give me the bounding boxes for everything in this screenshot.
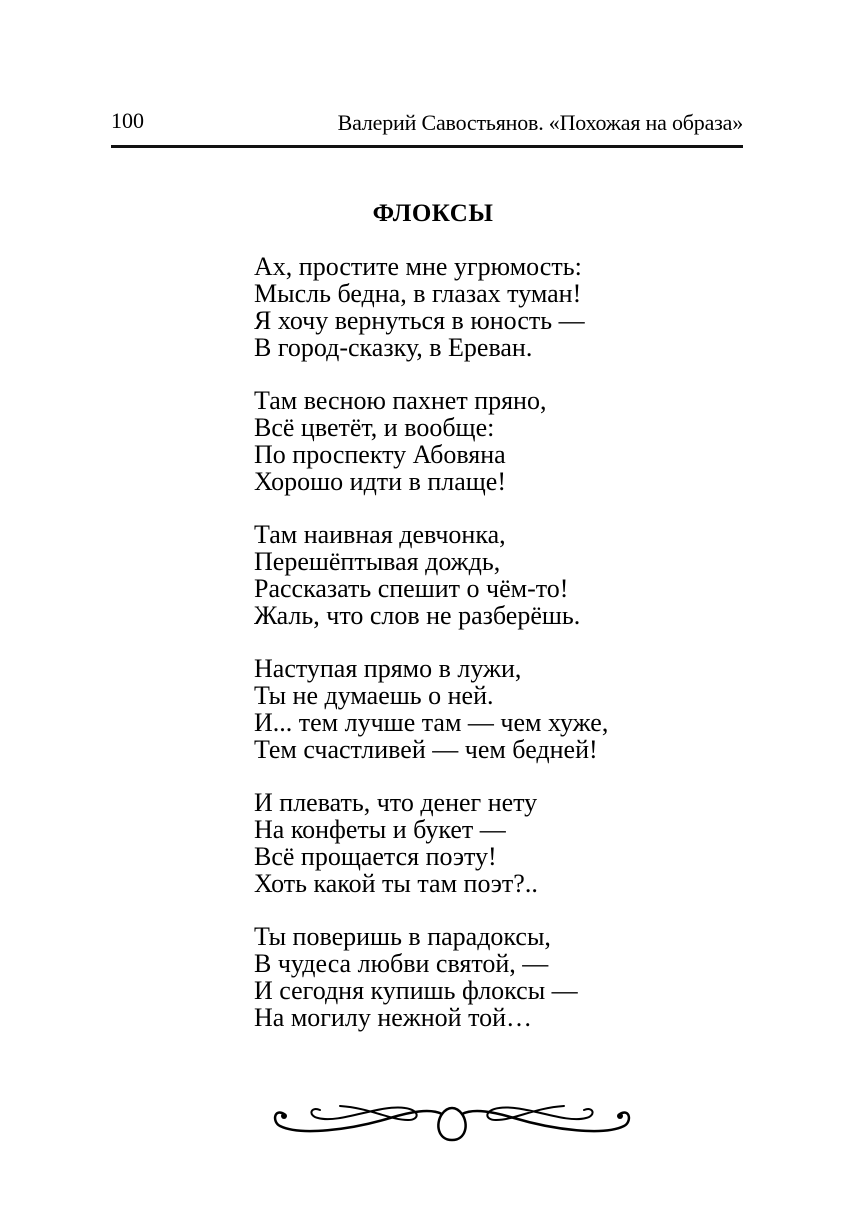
poem-line: На конфеты и букет —	[254, 815, 506, 844]
header-rule	[111, 145, 743, 148]
poem-title: ФЛОКСЫ	[372, 200, 494, 227]
poem-line: В город-сказку, в Ереван.	[254, 333, 533, 362]
poem-line: И плевать, что денег нету	[254, 788, 538, 817]
poem-line: В чудеса любви святой, —	[254, 949, 549, 978]
page-header	[111, 107, 743, 137]
poem-line: Там весною пахнет пряно,	[254, 386, 547, 415]
stanza	[254, 387, 608, 495]
poem-line: Я хочу вернуться в юность —	[254, 306, 585, 335]
poem-line: И... тем лучше там — чем хуже,	[254, 708, 609, 737]
running-title: Валерий Савостьянов. «Похожая на образа»	[337, 110, 743, 135]
poem-line: И сегодня купишь флоксы —	[254, 976, 578, 1005]
poem-line: Тем счастливей — чем бедней!	[254, 735, 598, 764]
poem-line: Ах, простите мне угрюмость:	[254, 252, 582, 281]
poem-line: Всё цветёт, и вообще:	[254, 413, 495, 442]
stanza	[254, 253, 608, 361]
poem-line: Рассказать спешит о чём-то!	[254, 574, 569, 603]
poem-line: Хоть какой ты там поэт?..	[254, 869, 538, 898]
stanza	[254, 923, 608, 1031]
poem-line: Мысль бедна, в глазах туман!	[254, 279, 582, 308]
poem-body	[254, 253, 608, 1057]
poem-line: Перешёптывая дождь,	[254, 547, 501, 576]
page-number: 100	[111, 108, 144, 133]
poem-line: Ты поверишь в парадоксы,	[254, 922, 551, 951]
poem-line: Хорошо идти в плаще!	[254, 467, 507, 496]
poem-line: Там наивная девчонка,	[254, 520, 506, 549]
poem-line: По проспекту Абовяна	[254, 440, 506, 469]
stanza	[254, 655, 608, 763]
flourish-divider-icon	[270, 1090, 634, 1150]
poem-line: Всё прощается поэту!	[254, 842, 497, 871]
stanza	[254, 789, 608, 897]
stanza	[254, 521, 608, 629]
poem-line: Ты не думаешь о ней.	[254, 681, 494, 710]
poem-line: На могилу нежной той…	[254, 1003, 533, 1032]
poem-line: Жаль, что слов не разберёшь.	[254, 601, 581, 630]
poem-line: Наступая прямо в лужи,	[254, 654, 522, 683]
